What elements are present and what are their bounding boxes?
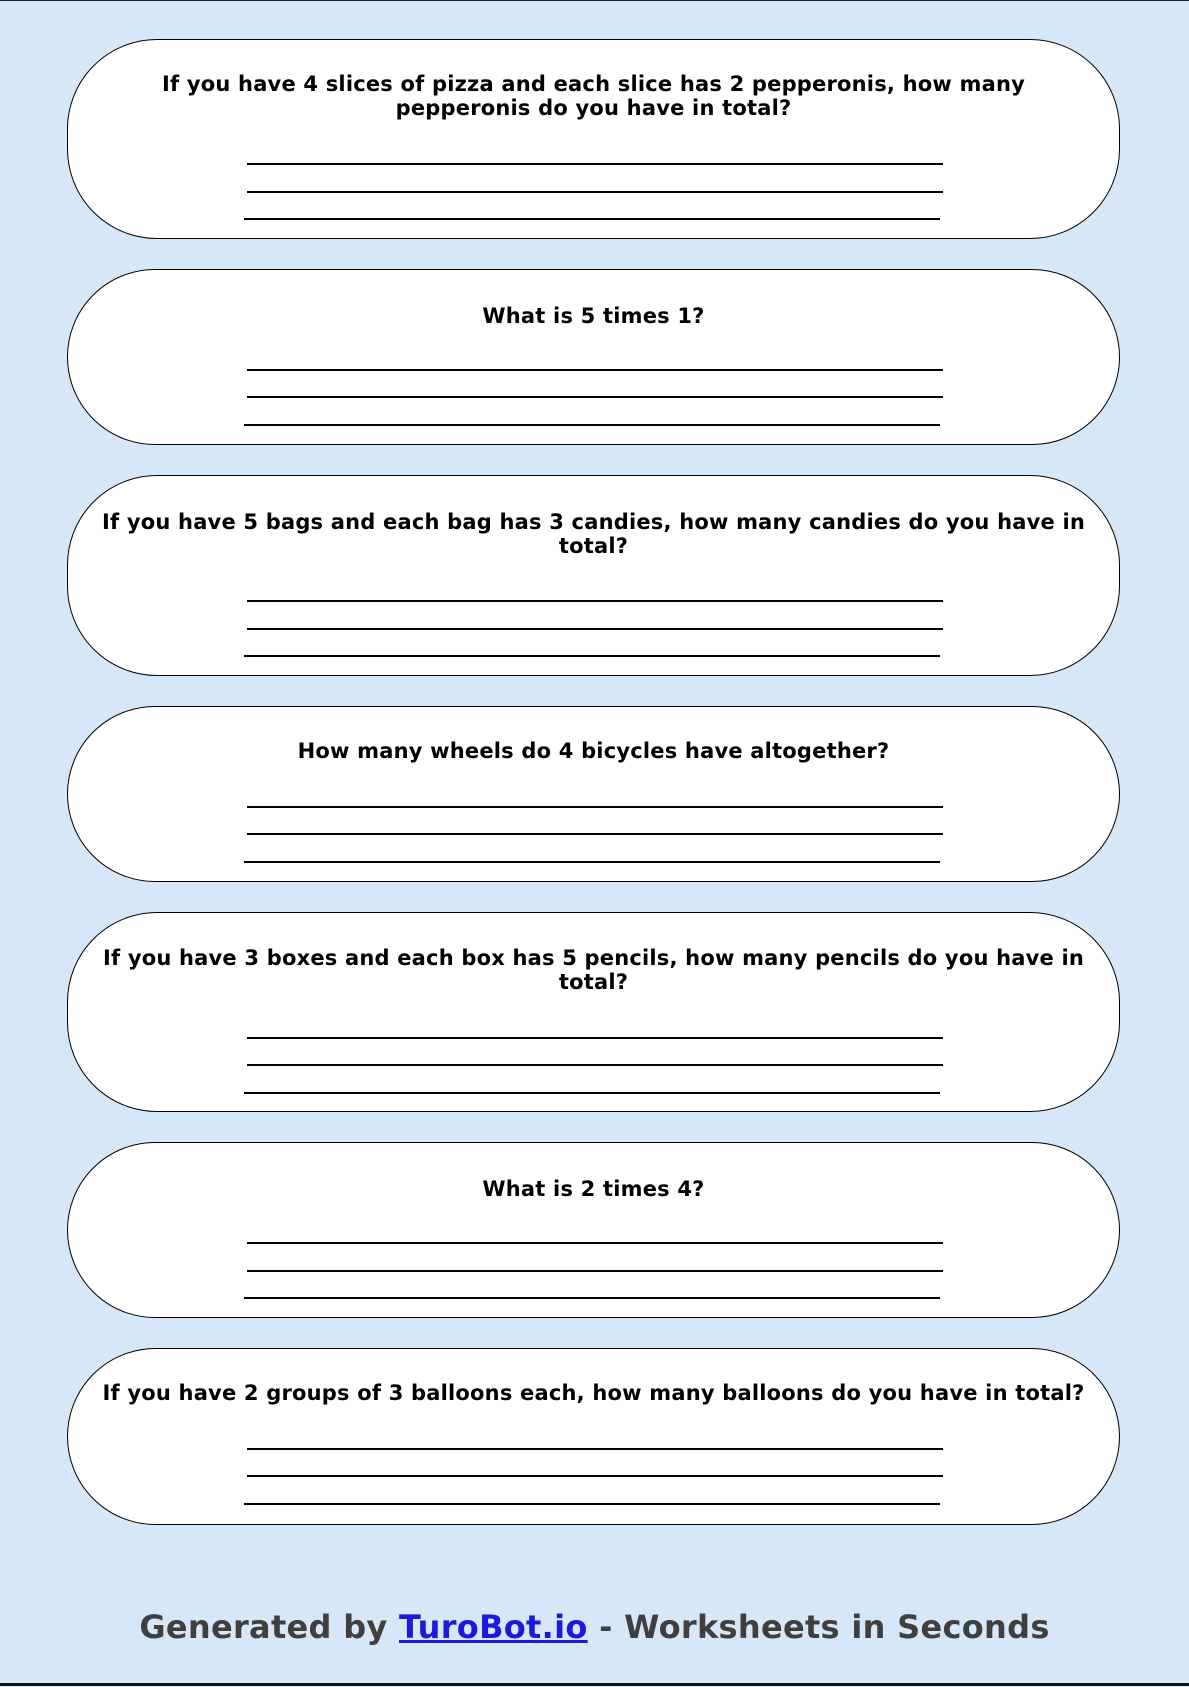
footer xyxy=(0,1608,1189,1646)
question-text: If you have 3 boxes and each box has 5 pencils, how many pencils do you have in total? xyxy=(102,946,1085,994)
answer-line[interactable] xyxy=(247,1475,943,1477)
question-card xyxy=(67,269,1120,445)
answer-line[interactable] xyxy=(244,218,940,220)
answer-line[interactable] xyxy=(247,806,943,808)
question-text: How many wheels do 4 bicycles have altogether? xyxy=(297,739,890,763)
answer-line[interactable] xyxy=(247,628,943,630)
answer-line[interactable] xyxy=(247,1242,943,1244)
answer-line[interactable] xyxy=(247,396,943,398)
answer-line[interactable] xyxy=(244,424,940,426)
answer-line[interactable] xyxy=(247,1037,943,1039)
answer-line[interactable] xyxy=(244,1092,940,1094)
question-card xyxy=(67,706,1120,882)
question-card xyxy=(67,1142,1120,1318)
question-text: If you have 2 groups of 3 balloons each, how many balloons do you have in total? xyxy=(102,1381,1085,1405)
question-card xyxy=(67,1348,1120,1525)
question-card xyxy=(67,475,1120,676)
answer-line[interactable] xyxy=(247,1270,943,1272)
answer-line[interactable] xyxy=(247,600,943,602)
question-card xyxy=(67,912,1120,1112)
answer-line[interactable] xyxy=(247,163,943,165)
answer-line[interactable] xyxy=(244,1297,940,1299)
answer-line[interactable] xyxy=(244,861,940,863)
footer-prefix: Generated by xyxy=(139,1608,400,1646)
answer-line[interactable] xyxy=(244,655,940,657)
answer-line[interactable] xyxy=(247,833,943,835)
answer-line[interactable] xyxy=(247,1064,943,1066)
question-text: What is 5 times 1? xyxy=(482,304,705,328)
turobot-link[interactable]: TuroBot.io xyxy=(399,1608,588,1646)
question-text: If you have 4 slices of pizza and each slice has 2 pepperonis, how many pepperonis do you have in total? xyxy=(162,72,1025,120)
question-text: If you have 5 bags and each bag has 3 candies, how many candies do you have in total? xyxy=(102,510,1085,558)
question-text: What is 2 times 4? xyxy=(482,1177,705,1201)
answer-line[interactable] xyxy=(247,191,943,193)
answer-line[interactable] xyxy=(244,1503,940,1505)
question-card xyxy=(67,39,1120,239)
answer-line[interactable] xyxy=(247,1448,943,1450)
worksheet xyxy=(0,1,1189,1687)
answer-line[interactable] xyxy=(247,369,943,371)
footer-suffix: - Worksheets in Seconds xyxy=(587,1608,1050,1646)
